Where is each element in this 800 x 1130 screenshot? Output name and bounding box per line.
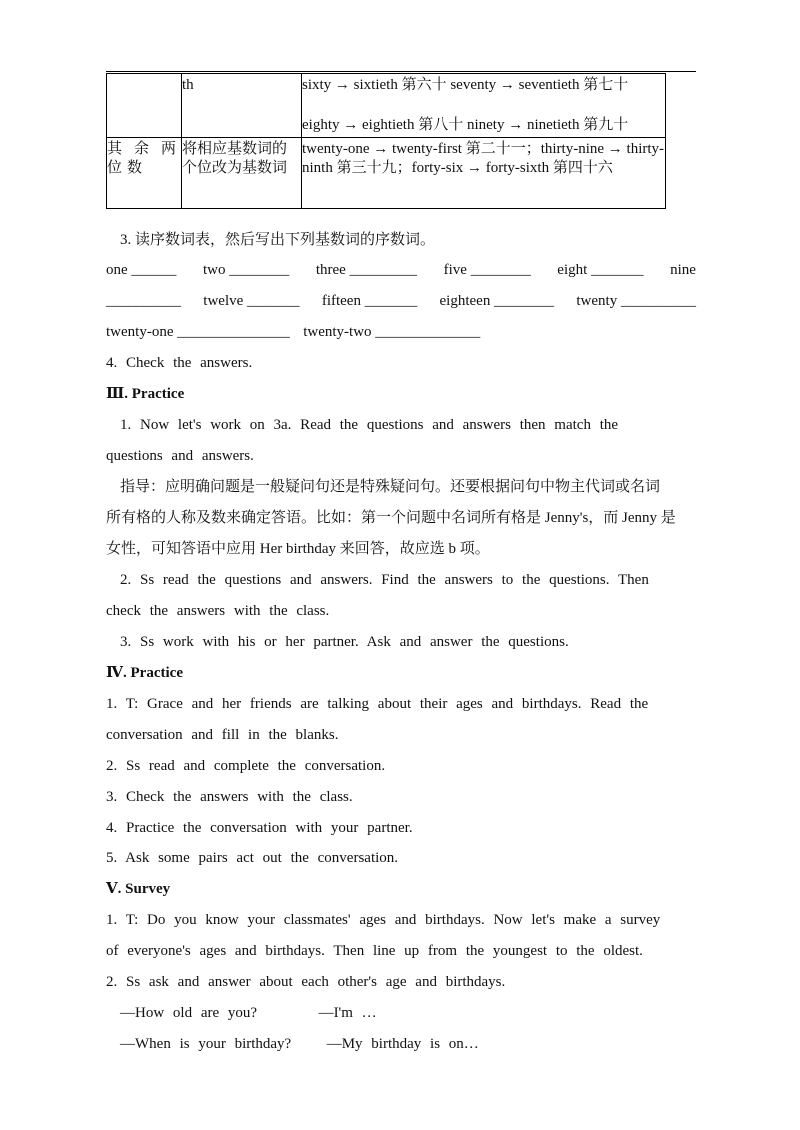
blank-item: nine: [670, 262, 696, 278]
paragraph: check the answers with the class.: [106, 603, 330, 619]
dialogue-line: [106, 1034, 710, 1054]
table-cell: th: [182, 74, 302, 138]
paragraph: 1. T: Grace and her friends are talking about their ages and birthdays. Read the: [106, 696, 649, 712]
table-cell: [302, 74, 666, 138]
blank-item: __________: [106, 293, 181, 309]
guide-text: 所有格的人称及数来确定答语。比如：第一个问题中名词所有格是 Jenny's，而 Jenny 是: [106, 510, 676, 526]
step-4: 4. Check the answers.: [106, 355, 253, 371]
table-cell-line: sixty → sixtieth 第六十 seventy → seventieth 第七十: [302, 77, 629, 93]
paragraph: 1. Now let's work on 3a. Read the questions and answers then match the: [120, 417, 619, 433]
paragraph: 3. Ss work with his or her partner. Ask and answer the questions.: [120, 634, 569, 650]
ordinal-table: [106, 73, 666, 209]
blank-item: twenty-two ______________: [303, 324, 481, 340]
table-cell: [107, 74, 182, 138]
table-cell: 将相应基数词的个位改为基数词: [182, 138, 302, 209]
paragraph: 1. T: Do you know your classmates' ages and birthdays. Now let's make a survey: [106, 912, 661, 928]
section-3-heading: Ⅲ. Practice: [106, 386, 185, 402]
blank-item: fifteen _______: [321, 293, 418, 309]
blank-item: two ________: [203, 262, 290, 278]
blank-item: eight _______: [557, 262, 644, 278]
table-cell-line: eighty → eightieth 第八十 ninety → ninetieth 第九十: [302, 117, 629, 133]
paragraph: 2. Ss ask and answer about each other's age and birthdays.: [106, 974, 506, 990]
paragraph: 2. Ss read the questions and answers. Find the answers to the questions. Then: [120, 572, 649, 588]
paragraph: 3. Check the answers with the class.: [106, 789, 353, 805]
top-rule: [106, 71, 696, 72]
dialogue-question: —When is your birthday?: [120, 1036, 292, 1052]
dialogue-line: [106, 1003, 710, 1023]
paragraph: conversation and fill in the blanks.: [106, 727, 339, 743]
blank-item: twelve _______: [203, 293, 300, 309]
blanks-line-2: [106, 291, 696, 311]
dialogue-question: —How old are you?: [120, 1005, 258, 1021]
paragraph: questions and answers.: [106, 448, 254, 464]
dialogue-answer: —My birthday is on…: [326, 1036, 479, 1052]
table-row: [107, 138, 666, 209]
table-row: [107, 74, 666, 138]
blanks-line-1: [106, 260, 696, 280]
dialogue-answer: —I'm …: [318, 1005, 377, 1021]
table-cell: 其余两位数: [107, 138, 182, 209]
paragraph: 2. Ss read and complete the conversation.: [106, 758, 386, 774]
table-cell: twenty-one → twenty-first 第二十一；thirty-nine → thirty-ninth 第三十九；forty-six → forty-sixth 第四十六: [302, 138, 666, 209]
guide-text: 指导：应明确问题是一般疑问句还是特殊疑问句。还要根据问句中物主代词或名词: [120, 479, 661, 495]
section-5-heading: Ⅴ. Survey: [106, 881, 171, 897]
blank-item: five ________: [443, 262, 531, 278]
blank-item: three _________: [315, 262, 418, 278]
paragraph: of everyone's ages and birthdays. Then line up from the youngest to the oldest.: [106, 943, 643, 959]
guide-text: 女性，可知答语中应用 Her birthday 来回答，故应选 b 项。: [106, 541, 490, 557]
section-4-heading: Ⅳ. Practice: [106, 665, 183, 681]
blank-item: one ______: [106, 262, 177, 278]
paragraph: 5. Ask some pairs act out the conversation.: [106, 850, 399, 866]
step-3: 3. 读序数词表，然后写出下列基数词的序数词。: [120, 232, 436, 248]
blank-item: eighteen ________: [439, 293, 555, 309]
blank-item: twenty-one _______________: [106, 324, 290, 340]
blank-item: twenty __________: [576, 293, 696, 309]
paragraph: 4. Practice the conversation with your partner.: [106, 820, 413, 836]
blanks-line-3: [106, 322, 696, 342]
